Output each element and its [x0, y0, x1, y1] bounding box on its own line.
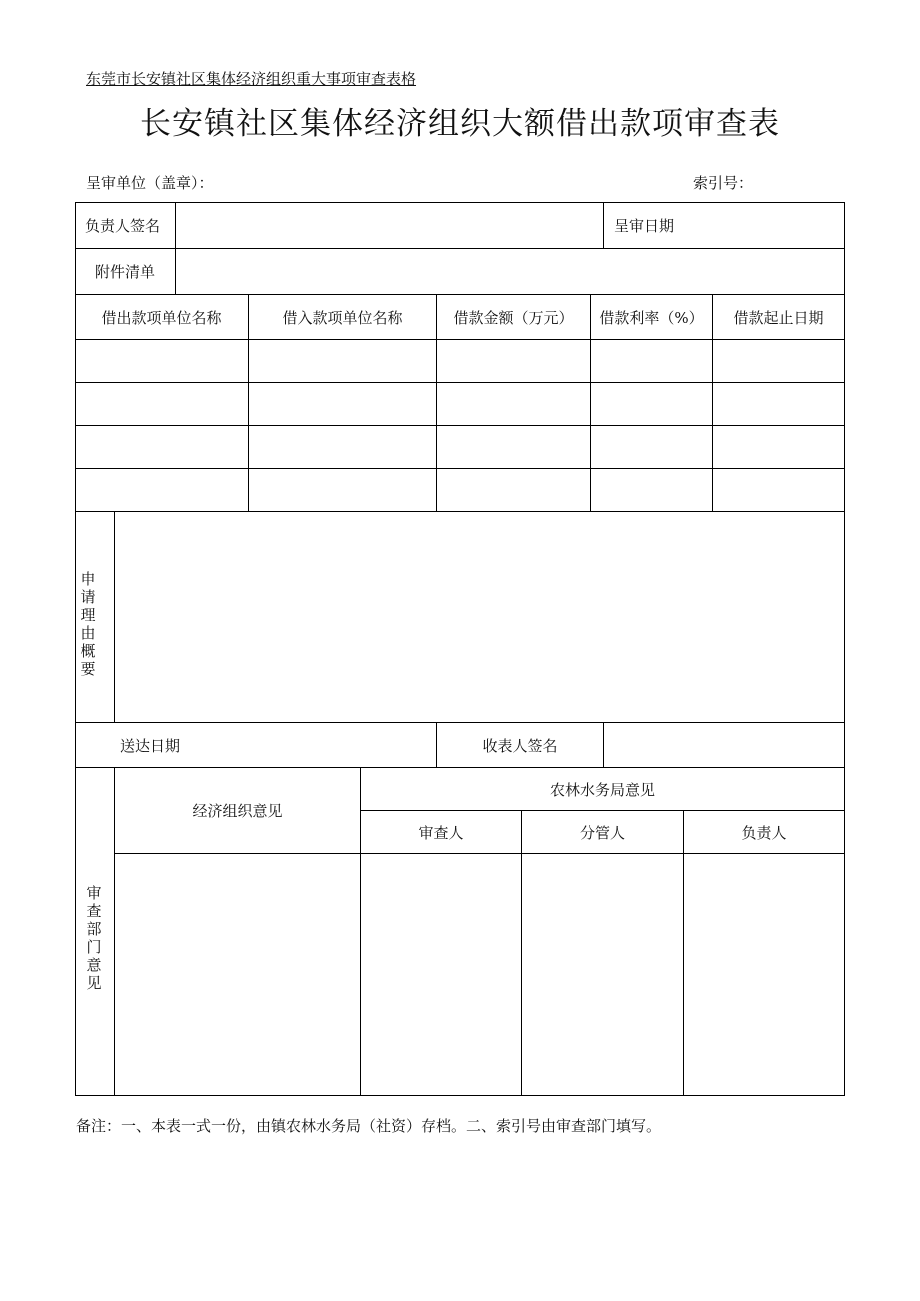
loan-row-cell[interactable] [713, 426, 844, 468]
supervisor-label: 分管人 [579, 823, 625, 842]
column-header-borrower: 借入款项单位名称 [282, 308, 403, 327]
column-header-lender: 借出款项单位名称 [101, 308, 222, 327]
header-note: 东莞市长安镇社区集体经济组织重大事项审查表格 [86, 70, 417, 88]
supervisor-field[interactable] [522, 854, 683, 1094]
reviewer-field[interactable] [361, 854, 521, 1094]
review-dept-label: 审查部门意见 [86, 884, 102, 992]
loan-row-cell[interactable] [76, 383, 248, 425]
loan-row-cell[interactable] [713, 383, 844, 425]
loan-row-cell[interactable] [249, 383, 436, 425]
loan-row-cell[interactable] [437, 469, 590, 511]
econ-org-opinion-field[interactable] [115, 854, 360, 1094]
recipient-signature-field[interactable] [604, 723, 844, 767]
loan-row-cell[interactable] [76, 340, 248, 382]
loan-row-cell[interactable] [437, 383, 590, 425]
loan-row-cell[interactable] [591, 383, 712, 425]
loan-row-cell[interactable] [713, 340, 844, 382]
recipient-signature-label: 收表人签名 [482, 736, 558, 755]
loan-row-cell[interactable] [437, 340, 590, 382]
head-label: 负责人 [741, 823, 787, 842]
column-header-amount: 借款金额（万元） [453, 308, 574, 327]
loan-row-cell[interactable] [249, 426, 436, 468]
loan-row-cell[interactable] [76, 469, 248, 511]
index-number-label: 索引号： [693, 174, 754, 192]
agri-bureau-opinion-label: 农林水务局意见 [549, 780, 655, 799]
document-title: 长安镇社区集体经济组织大额借出款项审查表 [140, 106, 780, 142]
submitting-unit-label: 呈审单位（盖章）： [86, 174, 214, 192]
loan-row-cell[interactable] [76, 426, 248, 468]
loan-row-cell[interactable] [591, 426, 712, 468]
reviewer-label: 审查人 [418, 823, 464, 842]
loan-row-cell[interactable] [591, 340, 712, 382]
column-header-period: 借款起止日期 [733, 308, 824, 327]
reason-field[interactable] [115, 512, 844, 722]
responsible-signature-field[interactable] [176, 203, 602, 248]
attachments-label: 附件清单 [94, 263, 155, 281]
econ-org-opinion-label: 经济组织意见 [192, 802, 283, 820]
loan-row-cell[interactable] [437, 426, 590, 468]
attachments-field[interactable] [176, 249, 844, 294]
reason-label: 申请理由概要 [80, 570, 96, 678]
loan-row-cell[interactable] [713, 469, 844, 511]
loan-row-cell[interactable] [591, 469, 712, 511]
loan-row-cell[interactable] [249, 469, 436, 511]
delivery-date-label: 送达日期 [120, 736, 181, 755]
head-field[interactable] [684, 854, 844, 1094]
footnote: 备注：一、本表一式一份，由镇农林水务局（社资）存档。二、索引号由审查部门填写。 [76, 1117, 662, 1135]
delivery-date-field[interactable] [225, 723, 436, 767]
loan-row-cell[interactable] [249, 340, 436, 382]
submission-date-label: 呈审日期 [614, 216, 675, 235]
responsible-signature-label: 负责人签名 [85, 216, 161, 235]
review-form-table [75, 202, 845, 1096]
column-header-rate: 借款利率（%） [599, 308, 704, 327]
